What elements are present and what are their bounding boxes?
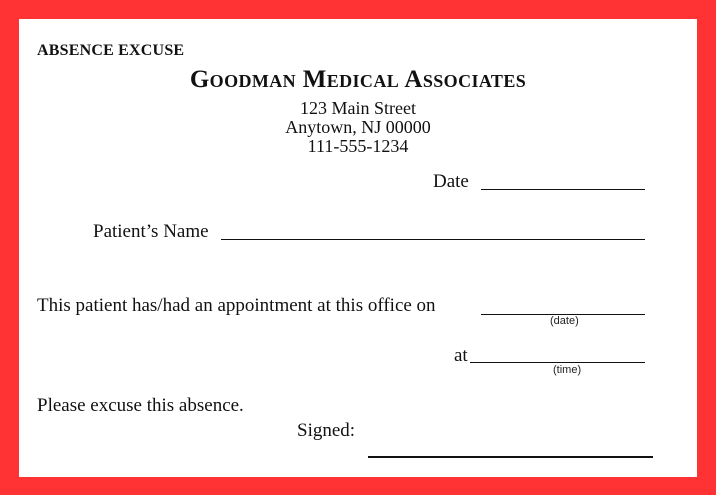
date-label: Date: [433, 171, 469, 192]
appointment-date-hint: (date): [550, 315, 579, 327]
appointment-text: This patient has/had an appointment at this office on: [37, 295, 436, 316]
appointment-time-hint: (time): [553, 364, 582, 376]
at-label: at: [454, 345, 468, 366]
patient-name-label: Patient’s Name: [93, 221, 209, 242]
date-line[interactable]: [481, 189, 645, 190]
clinic-city: Anytown, NJ 00000: [285, 117, 431, 137]
appointment-time-line[interactable]: [470, 362, 645, 363]
clinic-phone: 111-555-1234: [307, 136, 409, 156]
signature-line[interactable]: [368, 456, 653, 458]
form-type-label: ABSENCE EXCUSE: [37, 42, 185, 59]
clinic-street: 123 Main Street: [300, 98, 416, 118]
excuse-card: [19, 19, 697, 477]
clinic-name: Goodman Medical Associates: [189, 66, 527, 93]
signed-label: Signed:: [297, 420, 356, 441]
patient-name-line[interactable]: [221, 239, 645, 240]
excuse-text: Please excuse this absence.: [37, 395, 244, 416]
